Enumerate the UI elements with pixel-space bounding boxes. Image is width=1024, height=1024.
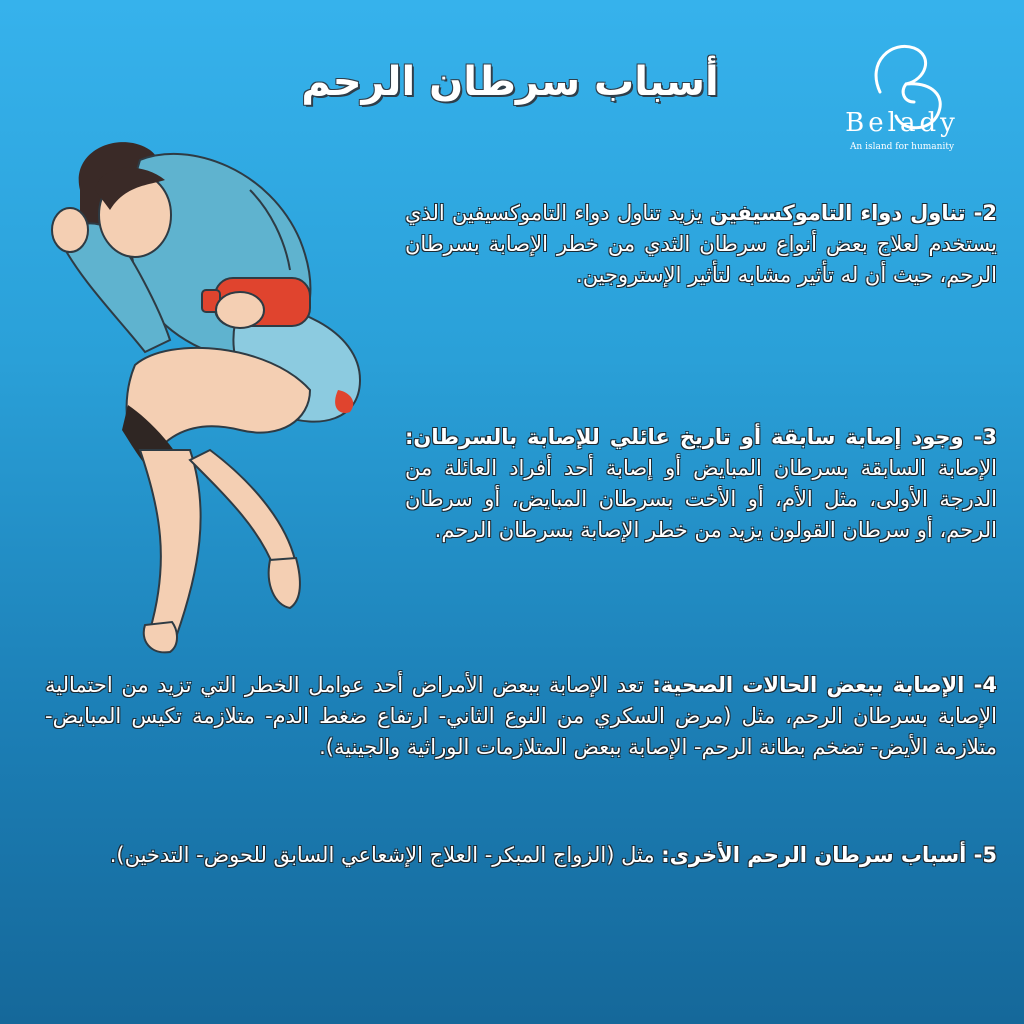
section-other-causes	[45, 840, 997, 871]
section-body: تعد الإصابة ببعض الأمراض أحد عوامل الخطر التي تزيد من احتمالية الإصابة بسرطان الرحم، مثل (مرض السكري من النوع الثاني- ارتفاع ضغط الدم- متلازمة تكيس المبايض- متلازمة الأيض- تضخم بطانة الرحم- الإصابة ببعض المتلازمات الوراثية والجينية).	[45, 673, 997, 759]
section-body: يزيد تناول دواء التاموكسيفين الذي يستخدم لعلاج بعض أنواع سرطان الثدي من خطر الإصابة بسرطان الرحم، حيث أن له تأثير مشابه لتأثير الإستروجين.	[405, 201, 997, 287]
section-heading: 5- أسباب سرطان الرحم الأخرى:	[661, 843, 997, 867]
section-family-history	[405, 422, 997, 546]
section-heading: 4- الإصابة ببعض الحالات الصحية:	[652, 673, 997, 697]
section-body: مثل (الزواج المبكر- العلاج الإشعاعي السابق للحوض- التدخين).	[109, 843, 662, 867]
section-health-conditions	[45, 670, 997, 763]
page-title: أسباب سرطان الرحم	[301, 59, 719, 105]
section-heading: 3- وجود إصابة سابقة أو تاريخ عائلي للإصابة بالسرطان:	[405, 425, 997, 449]
woman-with-hot-water-bottle-illustration	[40, 130, 380, 660]
b-logo-icon	[822, 22, 982, 162]
brand-tagline: An island for humanity	[849, 142, 955, 152]
section-tamoxifen	[405, 198, 997, 291]
section-heading: 2- تناول دواء التاموكسيفين	[709, 201, 997, 225]
brand-name: Belady	[845, 108, 959, 138]
section-body: الإصابة السابقة بسرطان المبايض أو إصابة أحد أفراد العائلة من الدرجة الأولى، مثل الأم، أو الأخت بسرطان المبايض، أو سرطان الرحم، أو سرطان القولون يزيد من خطر الإصابة بسرطان الرحم.	[405, 456, 997, 542]
